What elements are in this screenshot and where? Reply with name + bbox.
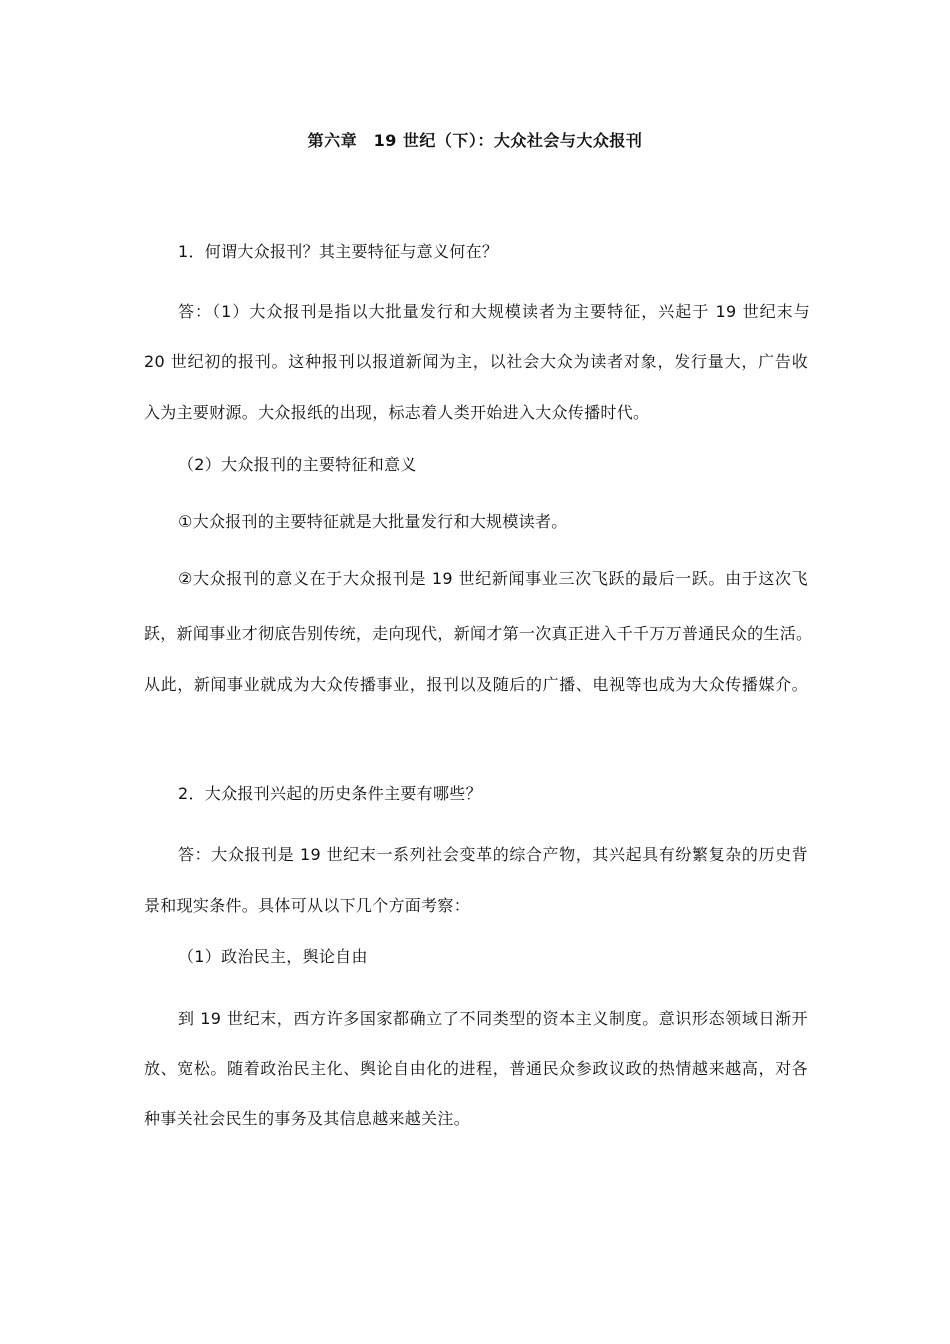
- answer-2-line-2: 景和现实条件。具体可从以下几个方面考察：: [144, 896, 471, 915]
- answer-2-para-line-1: 到 19 世纪末，西方许多国家都确立了不同类型的资本主义制度。意识形态领域日渐开: [178, 1009, 808, 1028]
- answer-2-para-line-2: 放、宽松。随着政治民主化、舆论自由化的进程，普通民众参政议政的热情越来越高，对各: [144, 1059, 808, 1078]
- answer-1-point-2-line-2: 跃，新闻事业才彻底告别传统，走向现代，新闻才第一次真正进入千千万万普通民众的生活。: [144, 624, 813, 643]
- answer-1-line-2: 20 世纪初的报刊。这种报刊以报道新闻为主，以社会大众为读者对象，发行量大，广告收: [144, 352, 808, 371]
- answer-2-line-1: 答：大众报刊是 19 世纪末一系列社会变革的综合产物，其兴起具有纷繁复杂的历史背: [178, 845, 808, 864]
- question-2: 2．大众报刊兴起的历史条件主要有哪些？: [178, 784, 482, 803]
- answer-1-point-2-line-1: ②大众报刊的意义在于大众报刊是 19 世纪新闻事业三次飞跃的最后一跃。由于这次飞: [178, 569, 808, 588]
- chapter-title: 第六章 19 世纪（下）：大众社会与大众报刊: [307, 131, 643, 150]
- answer-1-point-2-line-3: 从此，新闻事业就成为大众传播事业，报刊以及随后的广播、电视等也成为大众传播媒介。: [144, 675, 808, 694]
- answer-1-point-1: ①大众报刊的主要特征就是大批量发行和大规模读者。: [178, 512, 568, 531]
- question-1: 1．何谓大众报刊？其主要特征与意义何在？: [178, 242, 499, 261]
- answer-2-para-line-3: 种事关社会民生的事务及其信息越来越关注。: [144, 1109, 471, 1128]
- answer-1-subheading: （2）大众报刊的主要特征和意义: [178, 455, 417, 474]
- answer-1-line-3: 入为主要财源。大众报纸的出现，标志着人类开始进入大众传播时代。: [144, 403, 650, 422]
- answer-1-line-1: 答：（1）大众报刊是指以大批量发行和大规模读者为主要特征，兴起于 19 世纪末与: [178, 302, 810, 321]
- answer-2-subheading: （1）政治民主，舆论自由: [178, 947, 368, 966]
